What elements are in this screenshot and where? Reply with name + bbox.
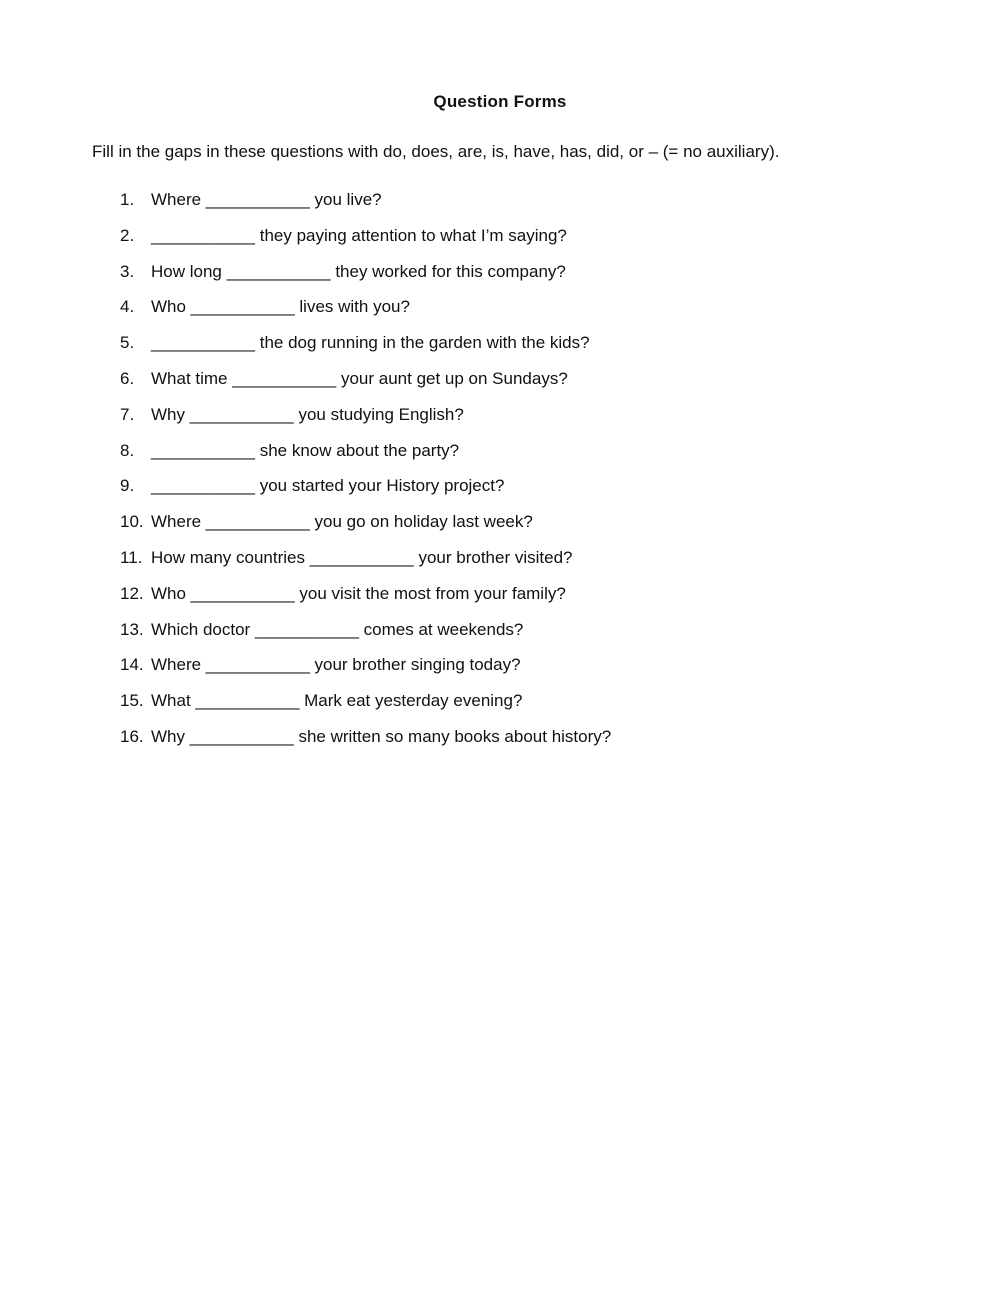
- question-number: 15.: [120, 691, 144, 711]
- question-item: [120, 441, 611, 477]
- question-number: 6.: [120, 368, 135, 388]
- question-text: ___________ you started your History project?: [151, 476, 505, 496]
- question-text: How many countries ___________ your brother visited?: [151, 547, 573, 567]
- worksheet-title: Question Forms: [433, 92, 567, 111]
- question-text: Where ___________ you go on holiday last week?: [151, 512, 533, 532]
- question-text: What time ___________ your aunt get up on Sundays?: [151, 368, 568, 388]
- question-number: 14.: [120, 655, 144, 675]
- question-text: Who ___________ you visit the most from your family?: [151, 583, 566, 603]
- question-text: What ___________ Mark eat yesterday evening?: [151, 691, 523, 711]
- question-text: Which doctor ___________ comes at weekends?: [151, 619, 524, 639]
- question-number: 1.: [120, 190, 135, 209]
- question-number: 12.: [120, 583, 144, 603]
- question-item: [120, 262, 611, 298]
- question-item: [120, 476, 611, 512]
- question-text: Why ___________ you studying English?: [151, 404, 464, 424]
- question-item: [120, 584, 611, 620]
- question-number: 4.: [120, 297, 135, 317]
- question-item: [120, 548, 611, 584]
- question-text: Why ___________ she written so many books about history?: [151, 726, 612, 746]
- question-number: 7.: [120, 404, 135, 424]
- question-number: 16.: [120, 726, 144, 746]
- question-item: [120, 297, 611, 333]
- question-item: [120, 226, 611, 262]
- question-number: 10.: [120, 512, 144, 532]
- question-text: Where ___________ your brother singing today?: [151, 655, 521, 675]
- question-list: [120, 190, 611, 763]
- question-item: [120, 620, 611, 656]
- question-text: ___________ she know about the party?: [151, 440, 460, 460]
- instructions: Fill in the gaps in these questions with do, does, are, is, have, has, did, or – (= no auxiliary).: [92, 142, 780, 161]
- question-item: [120, 369, 611, 405]
- question-number: 2.: [120, 225, 135, 245]
- question-item: [120, 727, 611, 763]
- question-text: How long ___________ they worked for this company?: [151, 261, 566, 281]
- question-item: [120, 512, 611, 548]
- question-text: Where ___________ you live?: [151, 190, 382, 209]
- question-number: 9.: [120, 476, 135, 496]
- question-number: 11.: [120, 547, 143, 567]
- question-item: [120, 691, 611, 727]
- question-text: Who ___________ lives with you?: [151, 297, 410, 317]
- question-item: [120, 333, 611, 369]
- question-number: 5.: [120, 333, 135, 353]
- question-number: 13.: [120, 619, 144, 639]
- question-text: ___________ the dog running in the garden with the kids?: [151, 333, 590, 353]
- question-number: 8.: [120, 440, 135, 460]
- question-text: ___________ they paying attention to what I’m saying?: [151, 225, 567, 245]
- question-number: 3.: [120, 261, 135, 281]
- question-item: [120, 190, 611, 226]
- question-item: [120, 405, 611, 441]
- question-item: [120, 655, 611, 691]
